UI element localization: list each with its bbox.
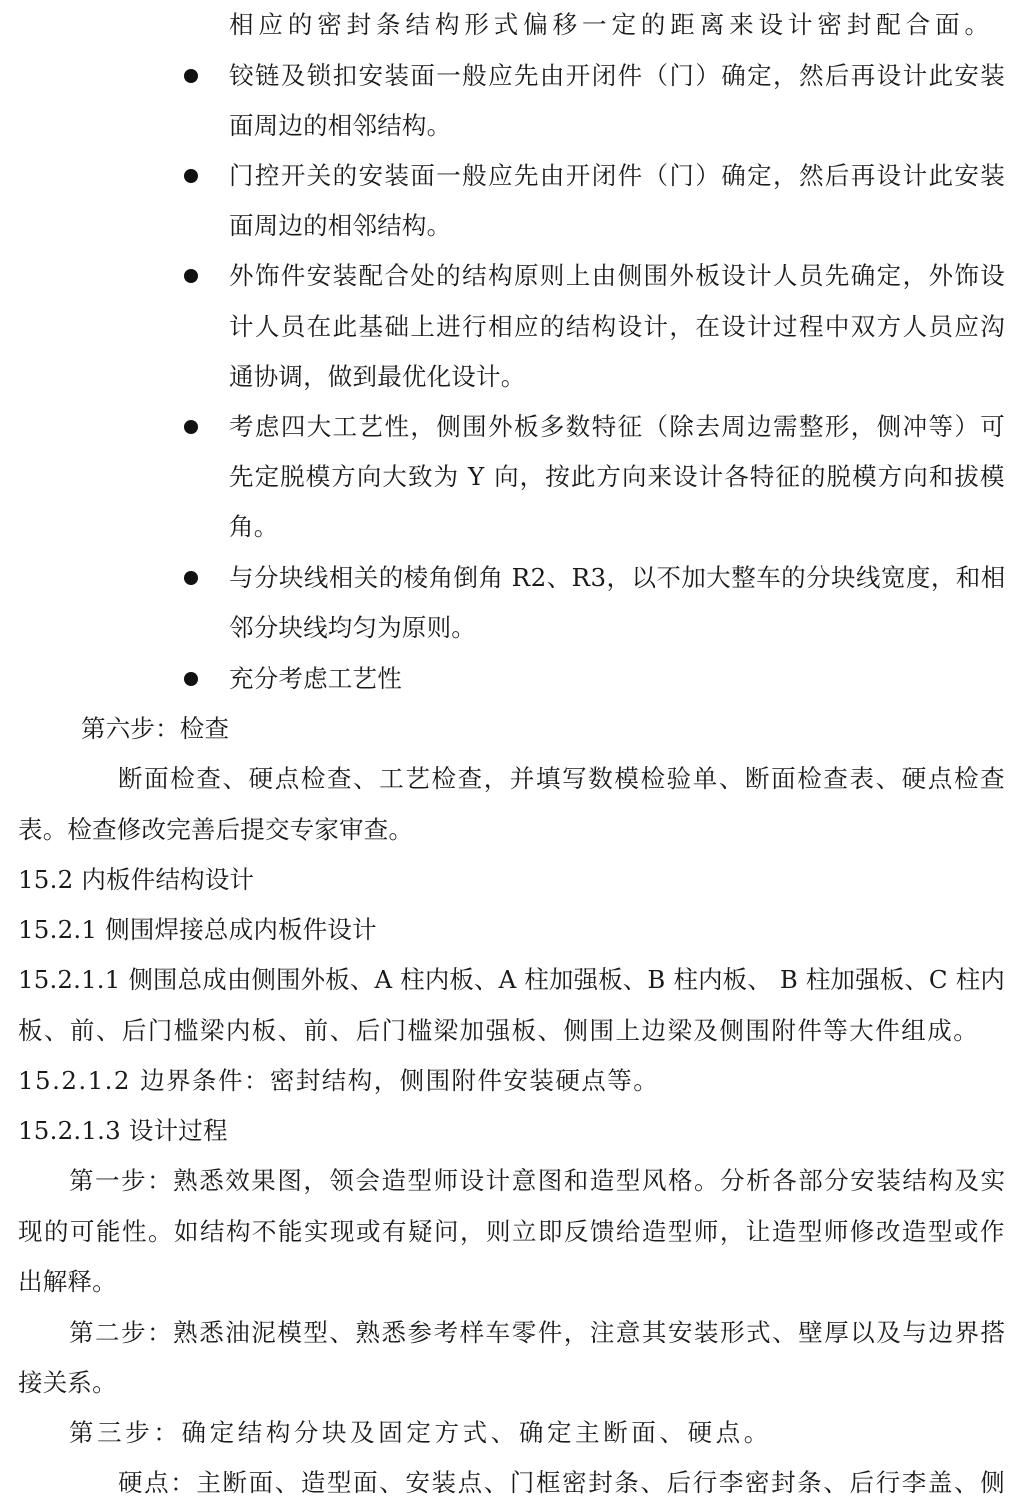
text-line: 充分考虑工艺性 [229, 664, 402, 693]
bullet-icon [184, 169, 198, 183]
bullet-icon [184, 672, 198, 686]
text-line: 计人员在此基础上进行相应的结构设计，在设计过程中双方人员应沟 [229, 312, 1007, 341]
text-line: 邻分块线均匀为原则。 [229, 613, 476, 642]
text-line: 断面检查、硬点检查、工艺检查，并填写数模检验单、断面检查表、硬点检查 [118, 764, 1007, 793]
bullet-icon [184, 269, 198, 283]
section-heading: 第六步：检查 [81, 714, 230, 743]
text-line: 接关系。 [18, 1368, 117, 1397]
text-line: 外饰件安装配合处的结构原则上由侧围外板设计人员先确定，外饰设 [229, 261, 1007, 290]
text-line: 硬点：主断面、造型面、安装点、门框密封条、后行李密封条、后行李盖、侧 [118, 1468, 1007, 1497]
bullet-icon [184, 571, 198, 585]
text-line: 铰链及锁扣安装面一般应先由开闭件（门）确定，然后再设计此安装 [229, 61, 1007, 90]
section-heading: 15.2.1 侧围焊接总成内板件设计 [18, 915, 377, 944]
text-line: 现的可能性。如结构不能实现或有疑问，则立即反馈给造型师，让造型师修改造型或作 [18, 1217, 1006, 1246]
text-line: 门控开关的安装面一般应先由开闭件（门）确定，然后再设计此安装 [229, 161, 1007, 190]
text-line: 角。 [229, 512, 279, 541]
text-line: 板、前、后门槛梁内板、前、后门槛梁加强板、侧围上边梁及侧围附件等大件组成。 [18, 1016, 980, 1045]
text-line: 第二步：熟悉油泥模型、熟悉参考样车零件，注意其安装形式、壁厚以及与边界搭 [69, 1318, 1007, 1347]
text-line: 15.2.1.1 侧围总成由侧围外板、A 柱内板、A 柱加强板、B 柱内板、 B 柱加强板、C 柱内 [18, 965, 1005, 994]
text-line: 面周边的相邻结构。 [229, 111, 452, 140]
text-line: 通协调，做到最优化设计。 [229, 362, 526, 391]
bullet-icon [184, 420, 198, 434]
text-line: 考虑四大工艺性，侧围外板多数特征（除去周边需整形，侧冲等）可 [229, 412, 1007, 441]
text-line: 15.2.1.2 边界条件：密封结构，侧围附件安装硬点等。 [18, 1066, 660, 1095]
text-line: 先定脱模方向大致为 Y 向，按此方向来设计各特征的脱模方向和拔模 [229, 462, 1006, 491]
text-line: 面周边的相邻结构。 [229, 211, 452, 240]
text-line: 表。检查修改完善后提交专家审查。 [18, 815, 414, 844]
text-line: 第三步：确定结构分块及固定方式、确定主断面、硬点。 [69, 1418, 772, 1447]
text-line: 第一步：熟悉效果图，领会造型师设计意图和造型风格。分析各部分安装结构及实 [69, 1166, 1007, 1195]
text-line: 相应的密封条结构形式偏移一定的距离来设计密封配合面。 [229, 10, 994, 39]
section-heading: 15.2 内板件结构设计 [18, 865, 255, 894]
section-heading: 15.2.1.3 设计过程 [18, 1116, 228, 1145]
text-line: 与分块线相关的棱角倒角 R2、R3，以不加大整车的分块线宽度，和相 [229, 563, 1006, 592]
bullet-icon [184, 69, 198, 83]
text-line: 出解释。 [18, 1267, 117, 1296]
